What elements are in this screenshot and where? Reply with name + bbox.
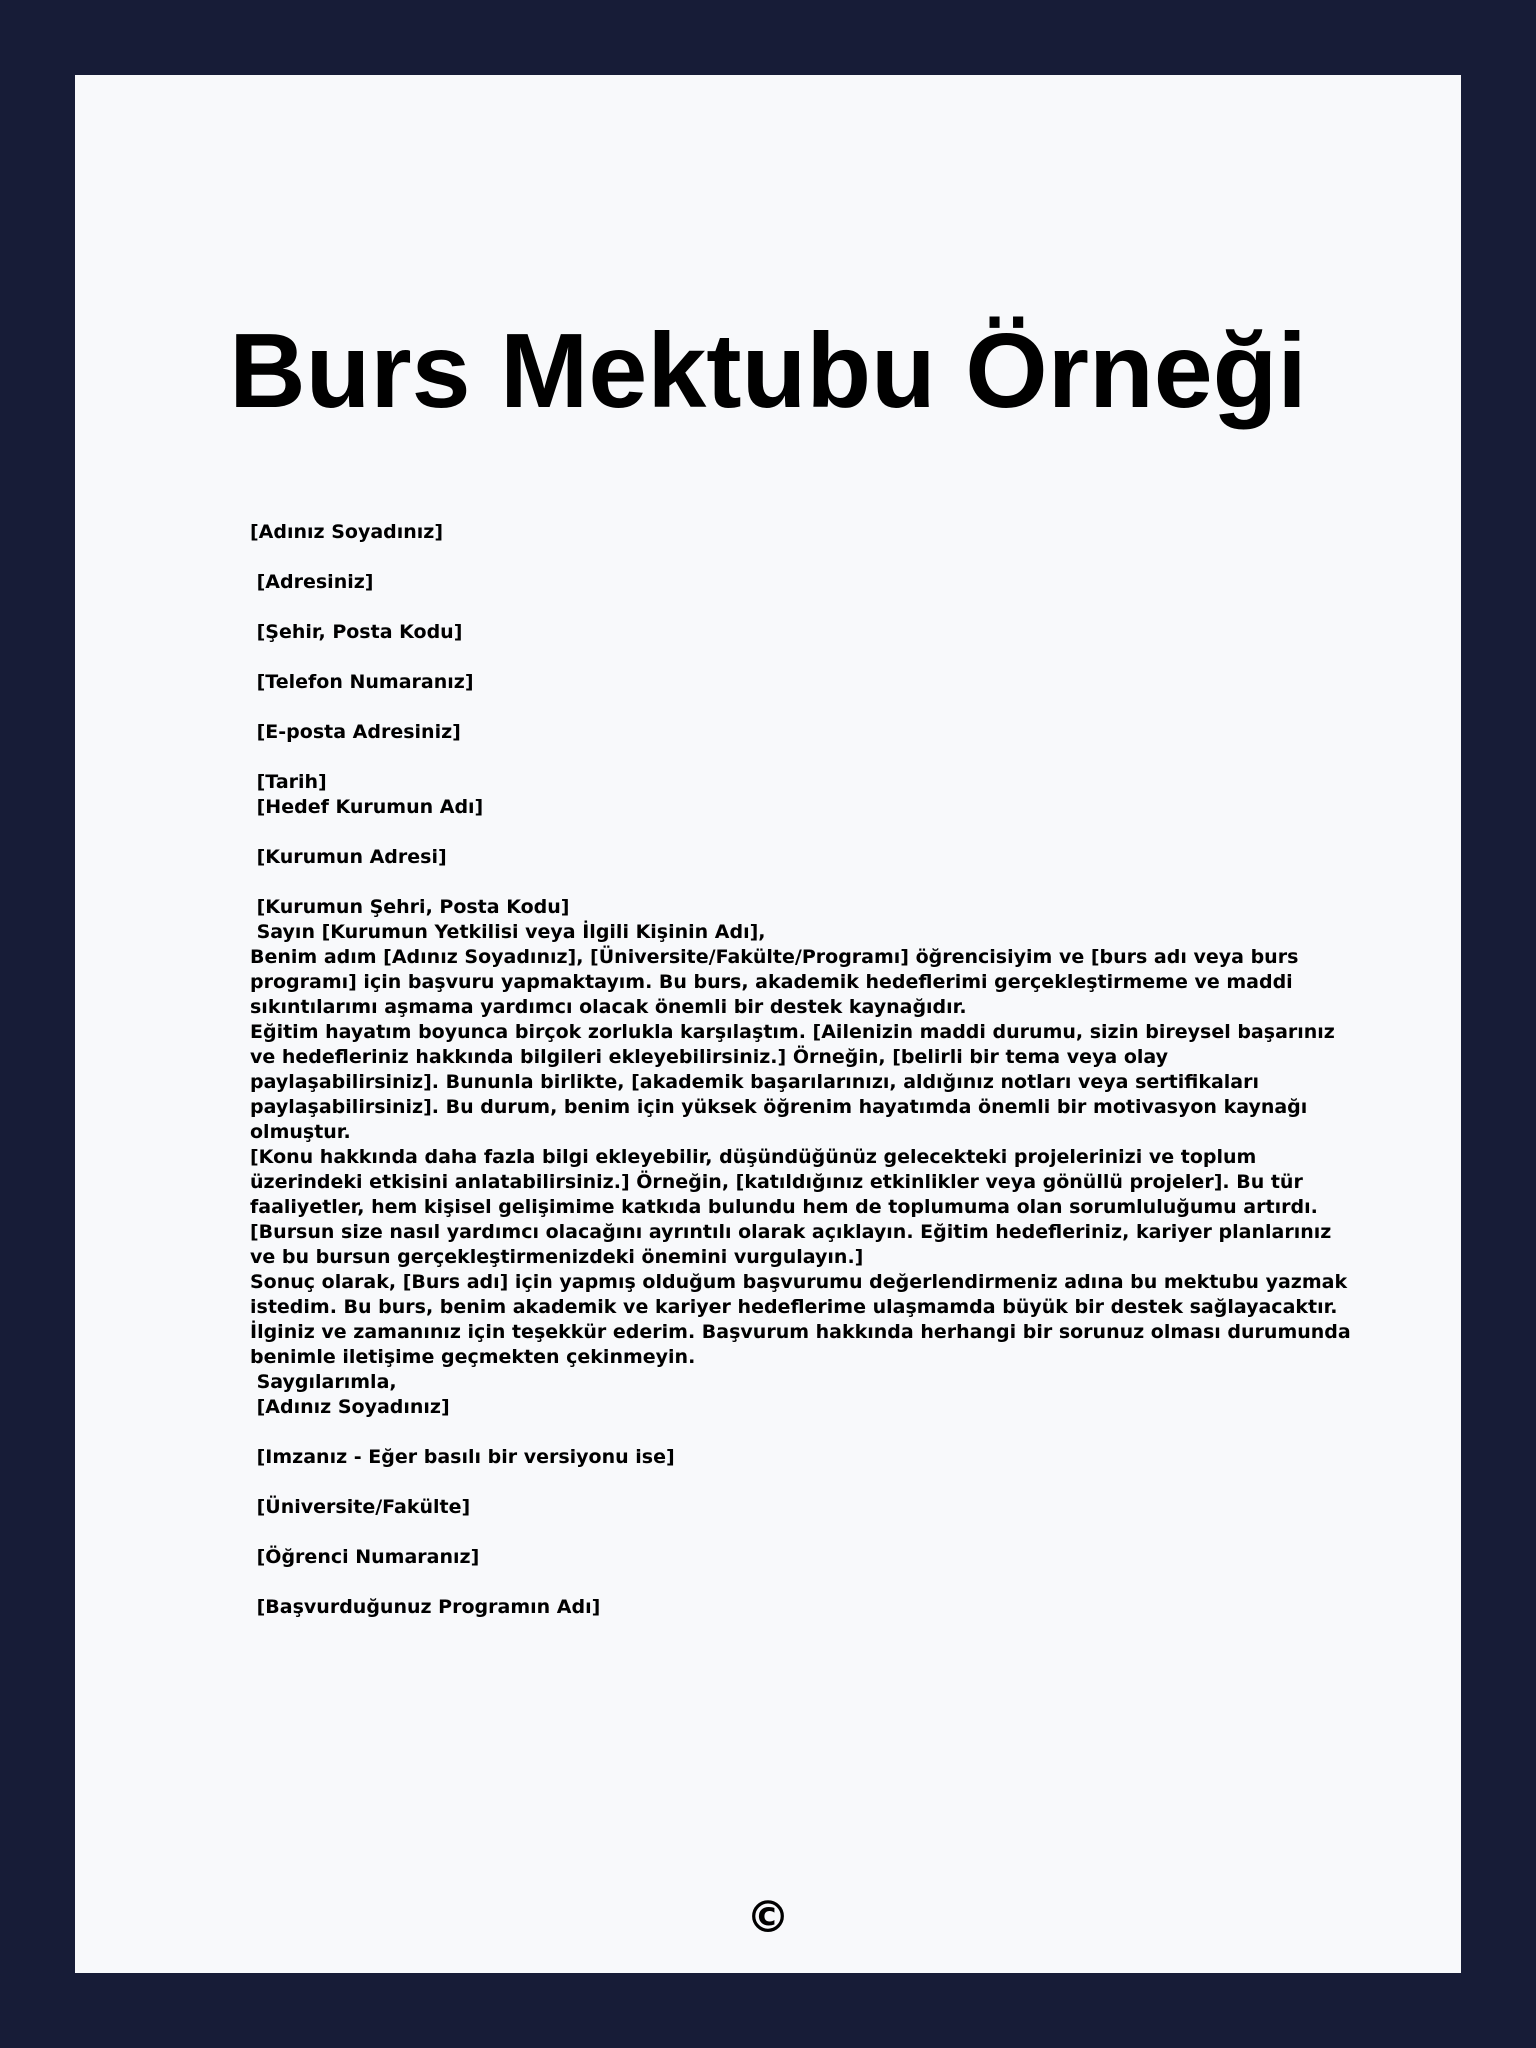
paragraph-background: Eğitim hayatım boyunca birçok zorlukla karşılaştım. [Ailenizin maddi durumu, sizin bireysel başarınız ve hedefleriniz hakkında bilgileri ekleyebilirsiniz.] Örneğin, [belirli bir tema veya olay paylaşabilirsiniz]. Bununla birlikte, [akademik başarılarınızı, aldığınız notları veya sertifikaları paylaşabilirsiniz]. Bu durum, benim için yüksek öğrenim hayatımda önemli bir motivasyon kaynağı olmuştur. <box>250 1021 1342 1143</box>
closing-signature: [Imzanız - Eğer basılı bir versiyonu ise] <box>250 1446 675 1468</box>
paragraph-intro: Benim adım [Adınız Soyadınız], [Üniversite/Fakülte/Programı] öğrencisiyim ve [burs adı veya burs programı] için başvuru yapmaktayım. Bu burs, akademik hedeflerimi gerçekleştirmeme ve maddi sıkıntılarımı aşmama yardımcı olacak önemli bir destek kaynağıdır. <box>250 946 1306 1018</box>
sender-phone: [Telefon Numaranız] <box>250 671 474 693</box>
document-page <box>75 75 1461 1973</box>
sign-off: Saygılarımla, <box>250 1371 397 1393</box>
salutation: Sayın [Kurumun Yetkilisi veya İlgili Kişinin Adı], <box>250 921 766 943</box>
closing-name: [Adınız Soyadınız] <box>250 1396 450 1418</box>
copyright-icon: © <box>746 1892 790 1943</box>
paragraph-activities: [Konu hakkında daha fazla bilgi ekleyebilir, düşündüğünüz gelecekteki projelerinizi ve toplum üzerindeki etkisini anlatabilirsiniz.] Örneğin, [katıldığınız etkinlikler veya gönüllü projeler]. Bu tür faaliyetler, hem kişisel gelişimime katkıda bulundu hem de toplumuma olan sorumluluğumu artırdı. <box>250 1146 1318 1218</box>
paragraph-conclusion: Sonuç olarak, [Burs adı] için yapmış olduğum başvurumu değerlendirmeniz adına bu mektubu yazmak istedim. Bu burs, benim akademik ve kariyer hedeflerime ulaşmamda büyük bir destek sağlayacaktır. <box>250 1271 1354 1318</box>
sender-address: [Adresiniz] <box>250 571 374 593</box>
recipient-institution: [Hedef Kurumun Adı] <box>250 796 484 818</box>
recipient-city: [Kurumun Şehri, Posta Kodu] <box>250 896 570 918</box>
paragraph-scholarship-impact: [Bursun size nasıl yardımcı olacağını ayrıntılı olarak açıklayın. Eğitim hedefleriniz, kariyer planlarınız ve bu bursun gerçekleştirmenizdeki önemini vurgulayın.] <box>250 1221 1338 1268</box>
sender-email: [E-posta Adresiniz] <box>250 721 461 743</box>
recipient-address: [Kurumun Adresi] <box>250 846 447 868</box>
sender-city: [Şehir, Posta Kodu] <box>250 621 463 643</box>
page-title: Burs Mektubu Örneği <box>229 312 1307 430</box>
sender-name: [Adınız Soyadınız] <box>250 521 444 543</box>
letter-date: [Tarih] <box>250 771 327 793</box>
closing-student-number: [Öğrenci Numaranız] <box>250 1546 480 1568</box>
closing-program: [Başvurduğunuz Programın Adı] <box>250 1596 601 1618</box>
paragraph-thanks: İlginiz ve zamanınız için teşekkür ederim. Başvurum hakkında herhangi bir sorunuz olması durumunda benimle iletişime geçmekten çekinmeyin. <box>250 1321 1358 1368</box>
letter-body <box>250 520 1360 1620</box>
closing-university: [Üniversite/Fakülte] <box>250 1496 471 1518</box>
